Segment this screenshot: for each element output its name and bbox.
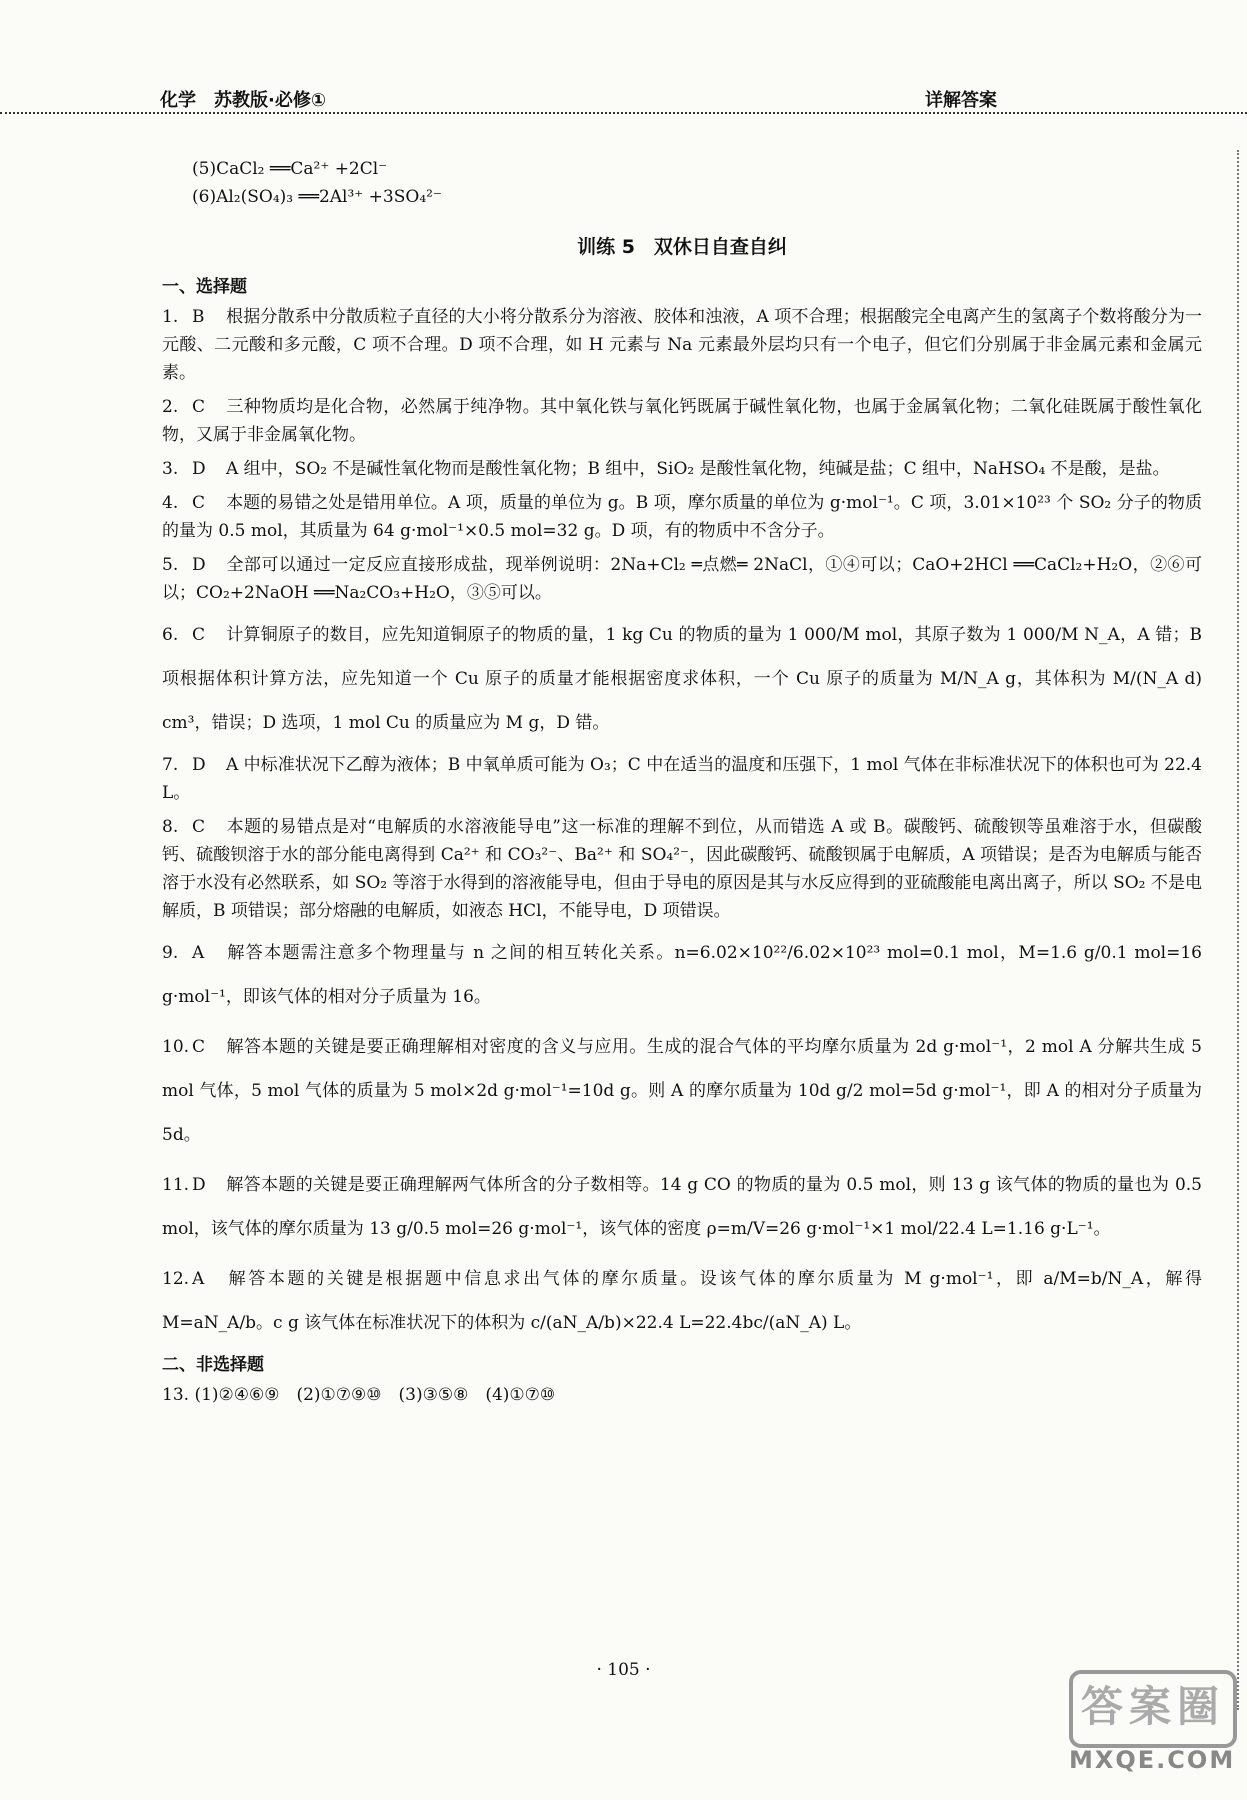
item-answer: C xyxy=(192,625,206,645)
item-number: 4. xyxy=(162,493,179,513)
answer-item xyxy=(162,1257,1202,1345)
item-number: 6. xyxy=(162,625,179,645)
item-explanation: A 中标准状况下乙醇为液体；B 中氧单质可能为 O₃；C 中在适当的温度和压强下，1 mol 气体在非标准状况下的体积也可为 22.4 L。 xyxy=(162,755,1202,803)
item-number: 9. xyxy=(162,943,179,963)
item-number: 5. xyxy=(162,555,179,575)
equation-5: (5)CaCl₂ ══Ca²⁺ +2Cl⁻ xyxy=(192,159,388,179)
part1-heading: 一、选择题 xyxy=(162,277,247,297)
item-number: 11. xyxy=(162,1175,190,1195)
answer-item xyxy=(162,455,1202,483)
item-explanation: 全部可以通过一定反应直接形成盐，现举例说明：2Na+Cl₂ ═点燃═ 2NaCl，①④可以；CaO+2HCl ══CaCl₂+H₂O，②⑥可以；CO₂+2NaOH ══Na₂CO₃+H₂O，③⑤可以。 xyxy=(162,555,1202,603)
answer-item xyxy=(162,1025,1202,1157)
item-answer: B xyxy=(192,307,205,327)
answer-item xyxy=(162,931,1202,1019)
item-answer: D xyxy=(192,1175,206,1195)
header-answers-label: 详解答案 xyxy=(925,90,997,111)
item-explanation: 本题的易错点是对“电解质的水溶液能导电”这一标准的理解不到位，从而错选 A 或 B。碳酸钙、硫酸钡等虽难溶于水，但碳酸钙、硫酸钡溶于水的部分能电离得到 Ca²⁺ 和 CO₃²⁻、Ba²⁺ 和 SO₄²⁻，因此碳酸钙、硫酸钡属于电解质，A 项错误；是否为电解质与能否溶于水没有必然联系，如 SO₂ 等溶于水得到的溶液能导电，但由于导电的原因是其与水反应得到的亚硫酸能电离出离子，所以 SO₂ 不是电解质，B 项错误；部分熔融的电解质，如液态 HCl，不能导电，D 项错误。 xyxy=(162,817,1202,921)
answer-item xyxy=(162,613,1202,745)
item-answer: D xyxy=(192,555,206,575)
page-number: · 105 · xyxy=(596,1660,651,1680)
section-title: 训练 5 双休日自查自纠 xyxy=(577,236,787,258)
item-answer: C xyxy=(192,817,206,837)
answer-item xyxy=(162,551,1202,607)
equation-6: (6)Al₂(SO₄)₃ ══2Al³⁺ +3SO₄²⁻ xyxy=(192,187,442,207)
item-explanation: A 组中，SO₂ 不是碱性氧化物而是酸性氧化物；B 组中，SiO₂ 是酸性氧化物，纯碱是盐；C 组中，NaHSO₄ 不是酸，是盐。 xyxy=(226,459,1170,479)
item-explanation: 解答本题的关键是要正确理解相对密度的含义与应用。生成的混合气体的平均摩尔质量为 2d g·mol⁻¹，2 mol A 分解共生成 5 mol 气体，5 mol 气体的质量为 5 mol×2d g·mol⁻¹=10d g。则 A 的摩尔质量为 10d g/2 mol=5d g·mol⁻¹，即 A 的相对分子质量为 5d。 xyxy=(162,1037,1202,1145)
item-answer: D xyxy=(192,755,206,775)
answer-item xyxy=(162,489,1202,545)
answer-item xyxy=(162,813,1202,925)
watermark-site-text: MXQE.COM xyxy=(1069,1746,1236,1774)
item-number: 3. xyxy=(162,459,179,479)
question-13-answer: 13. (1)②④⑥⑨ (2)①⑦⑨⑩ (3)③⑤⑧ (4)①⑦⑩ xyxy=(162,1385,556,1405)
item-number: 1. xyxy=(162,307,179,327)
item-answer: C xyxy=(192,397,206,417)
watermark-logo-text: 答案圈 xyxy=(1069,1670,1237,1748)
item-number: 12. xyxy=(162,1269,190,1289)
item-explanation: 解答本题的关键是要正确理解两气体所含的分子数相等。14 g CO 的物质的量为 0.5 mol，则 13 g 该气体的物质的量也为 0.5 mol，该气体的摩尔质量为 13 g/0.5 mol=26 g·mol⁻¹，该气体的密度 ρ=m/V=26 g·mol⁻¹×1 mol/22.4 L=1.16 g·L⁻¹。 xyxy=(162,1175,1202,1239)
answer-item xyxy=(162,303,1202,387)
item-answer: A xyxy=(192,943,205,963)
item-answer: C xyxy=(192,1037,206,1057)
header-subject: 化学 苏教版·必修① xyxy=(160,90,327,111)
item-explanation: 计算铜原子的数目，应先知道铜原子的物质的量，1 kg Cu 的物质的量为 1 000/M mol，其原子数为 1 000/M N_A，A 错；B 项根据体积计算方法，应先知道一个 Cu 原子的质量才能根据密度求体积，一个 Cu 原子的质量为 M/N_A g，其体积为 M/(N_A d) cm³，错误；D 选项，1 mol Cu 的质量应为 M g，D 错。 xyxy=(162,625,1202,733)
item-number: 2. xyxy=(162,397,179,417)
page-header xyxy=(160,86,1207,112)
answer-item xyxy=(162,1163,1202,1251)
item-answer: C xyxy=(192,493,206,513)
header-divider xyxy=(0,112,1247,114)
item-number: 10. xyxy=(162,1037,190,1057)
watermark-logo xyxy=(1069,1670,1236,1780)
item-number: 8. xyxy=(162,817,179,837)
item-explanation: 根据分散系中分散质粒子直径的大小将分散系分为溶液、胶体和浊液，A 项不合理；根据酸完全电离产生的氢离子个数将酸分为一元酸、二元酸和多元酸，C 项不合理。D 项不合理，如 H 元素与 Na 元素最外层均只有一个电子，但它们分别属于非金属元素和金属元素。 xyxy=(162,307,1202,383)
item-answer: A xyxy=(192,1269,205,1289)
item-number: 7. xyxy=(162,755,179,775)
answer-item xyxy=(162,751,1202,807)
item-explanation: 解答本题需注意多个物理量与 n 之间的相互转化关系。n=6.02×10²²/6.02×10²³ mol=0.1 mol，M=1.6 g/0.1 mol=16 g·mol⁻¹，即该气体的相对分子质量为 16。 xyxy=(162,943,1202,1007)
item-explanation: 解答本题的关键是根据题中信息求出气体的摩尔质量。设该气体的摩尔质量为 M g·mol⁻¹，即 a/M=b/N_A，解得 M=aN_A/b。c g 该气体在标准状况下的体积为 c/(aN_A/b)×22.4 L=22.4bc/(aN_A) L。 xyxy=(162,1269,1202,1333)
side-divider xyxy=(1237,150,1239,1710)
item-answer: D xyxy=(192,459,206,479)
answer-content xyxy=(162,155,1202,1409)
part2-heading: 二、非选择题 xyxy=(162,1355,264,1375)
item-explanation: 三种物质均是化合物，必然属于纯净物。其中氧化铁与氧化钙既属于碱性氧化物，也属于金属氧化物；二氧化硅既属于酸性氧化物，又属于非金属氧化物。 xyxy=(162,397,1202,445)
item-explanation: 本题的易错之处是错用单位。A 项，质量的单位为 g。B 项，摩尔质量的单位为 g·mol⁻¹。C 项，3.01×10²³ 个 SO₂ 分子的物质的量为 0.5 mol，其质量为 64 g·mol⁻¹×0.5 mol=32 g。D 项，有的物质中不含分子。 xyxy=(162,493,1202,541)
answer-item xyxy=(162,393,1202,449)
